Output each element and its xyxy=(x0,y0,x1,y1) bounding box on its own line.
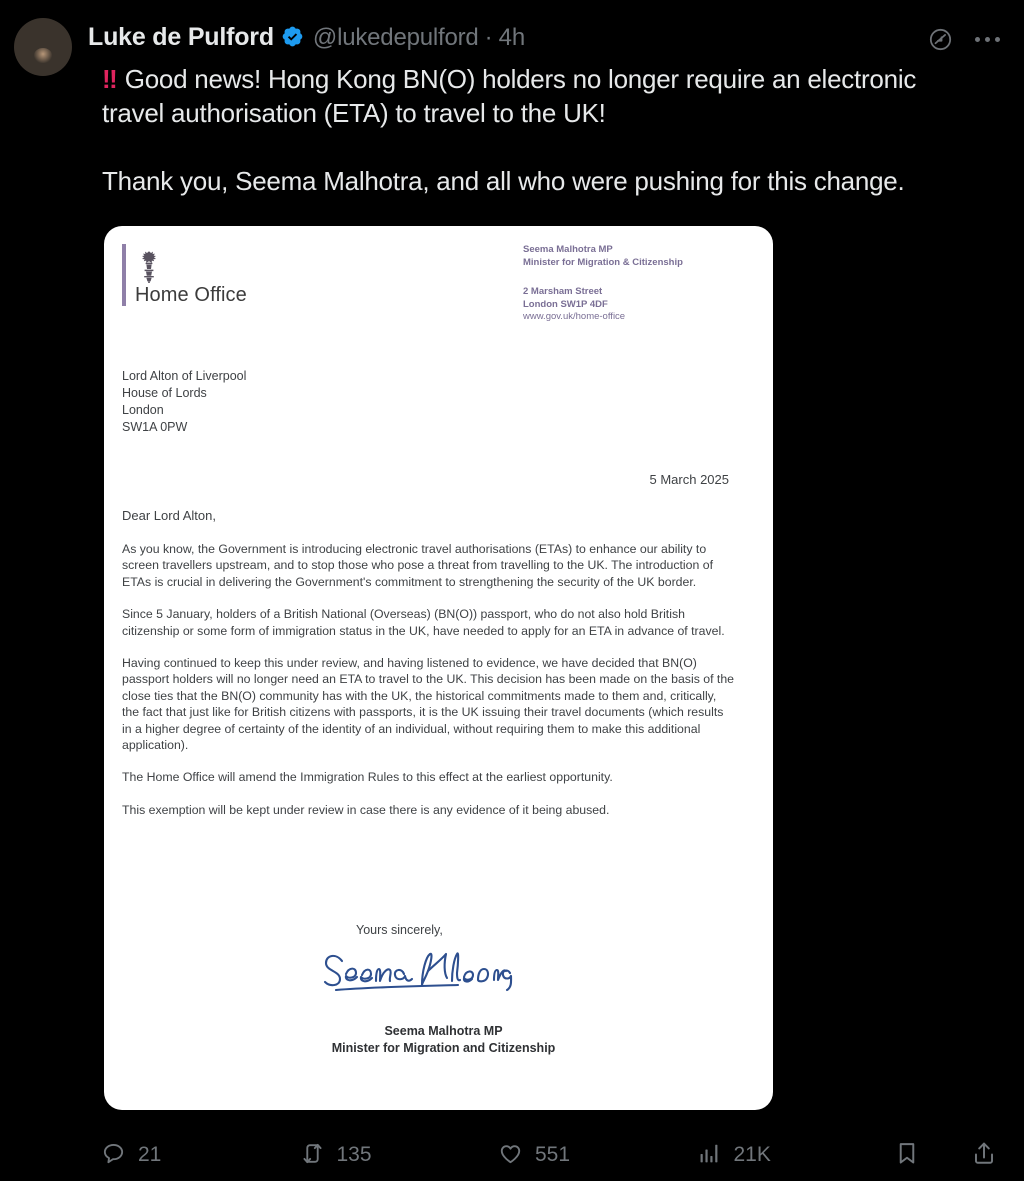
bookmark-icon[interactable] xyxy=(894,1140,921,1167)
minister-name: Seema Malhotra MP xyxy=(523,244,613,255)
home-office-name: Home Office xyxy=(135,284,247,306)
paragraph-gap xyxy=(102,130,964,164)
letter-addressee xyxy=(122,368,246,436)
letter-paragraph-5: This exemption will be kept under review in case there is any evidence of it being abused. xyxy=(122,802,610,817)
repost-button[interactable] xyxy=(299,1140,498,1167)
tweet-text-body-1: Good news! Hong Kong BN(O) holders no longer require an electronic travel authorisation (ETA) to travel to the UK! xyxy=(102,64,917,128)
letter-signer-block xyxy=(104,1023,773,1056)
post-action-bar xyxy=(0,1128,1024,1178)
action-bar-right xyxy=(894,1140,998,1167)
minister-title: Minister for Migration & Citizenship xyxy=(523,256,683,268)
header-actions xyxy=(927,26,1000,52)
grok-icon[interactable] xyxy=(927,26,953,52)
tweet-text xyxy=(102,62,1010,198)
tweet-header xyxy=(14,16,1010,68)
handwritten-signature xyxy=(316,941,536,1003)
like-button[interactable] xyxy=(497,1140,696,1167)
letter-body xyxy=(122,541,735,818)
more-options-icon[interactable] xyxy=(975,37,1000,42)
author-display-name[interactable]: Luke de Pulford xyxy=(88,23,274,51)
views-icon xyxy=(696,1140,723,1167)
addressee-line-4: SW1A 0PW xyxy=(122,420,188,434)
reply-icon xyxy=(100,1140,127,1167)
letter-paragraph-1: As you know, the Government is introducing electronic travel authorisations (ETAs) to enhance our ability to screen travellers upstream, and to stop those who pose a threat from travelling to the UK. The introduction of ETAs is crucial in delivering the Government's commitment to strengthening the security of the UK border. xyxy=(122,542,714,589)
reply-count: 21 xyxy=(138,1142,162,1166)
addressee-line-1: Lord Alton of Liverpool xyxy=(122,369,247,383)
repost-icon xyxy=(299,1140,326,1167)
addressee-line-3: London xyxy=(122,403,164,417)
office-address-line-1: 2 Marsham Street xyxy=(523,286,603,297)
royal-crest-icon xyxy=(136,250,162,283)
signer-name: Seema Malhotra MP xyxy=(384,1024,503,1038)
tweet-text-line-2: Thank you, Seema Malhotra, and all who were pushing for this change. xyxy=(102,166,905,196)
author-block[interactable] xyxy=(88,22,525,52)
letter-contact-block xyxy=(523,244,733,324)
avatar[interactable] xyxy=(14,18,72,76)
home-office-accent-bar xyxy=(122,244,126,306)
letter-salutation: Dear Lord Alton, xyxy=(122,508,216,523)
letter-paragraph-2: Since 5 January, holders of a British National (Overseas) (BN(O)) passport, who do not also hold British citizenship or some form of immigration status in the UK, have needed to apply for an ETA in advance of travel. xyxy=(122,607,725,638)
home-office-logo xyxy=(122,244,247,306)
verified-badge-icon xyxy=(281,25,304,48)
repost-count: 135 xyxy=(336,1142,372,1166)
letter-date: 5 March 2025 xyxy=(649,472,729,487)
double-exclamation-icon: ‼ xyxy=(102,64,117,94)
office-address-line-2: London SW1P 4DF xyxy=(523,298,608,310)
letter-document xyxy=(104,226,773,1110)
letter-paragraph-4: The Home Office will amend the Immigration Rules to this effect at the earliest opportunity. xyxy=(122,770,613,785)
avatar-image xyxy=(14,18,72,76)
addressee-line-2: House of Lords xyxy=(122,386,207,400)
letter-image-card[interactable] xyxy=(104,226,773,1110)
letter-paragraph-3: Having continued to keep this under review, and having listened to evidence, we have decided that BN(O) passport holders will no longer need an ETA to travel to the UK. This decision has been made on the basis of the close ties that the BN(O) community has with the UK, the historical commitments made to them and, critically, the fact that just like for British citizens with passports, it is the UK issuing their travel documents (which results in a higher degree of certainty of the identity of an individual, without requiring them to make this additional application). xyxy=(122,656,735,753)
share-icon[interactable] xyxy=(971,1140,998,1167)
author-handle[interactable]: @lukedepulford xyxy=(312,24,479,51)
views-button[interactable] xyxy=(696,1140,895,1167)
post-timestamp[interactable]: 4h xyxy=(498,24,526,51)
tweet-text-line-1 xyxy=(102,62,964,130)
signer-title: Minister for Migration and Citizenship xyxy=(331,1040,556,1055)
letter-signoff: Yours sincerely, xyxy=(356,923,443,937)
office-website: www.gov.uk/home-office xyxy=(523,311,626,322)
views-count: 21K xyxy=(733,1142,771,1166)
separator: · xyxy=(484,24,493,51)
like-icon xyxy=(497,1140,524,1167)
reply-button[interactable] xyxy=(100,1140,299,1167)
like-count: 551 xyxy=(535,1142,571,1166)
